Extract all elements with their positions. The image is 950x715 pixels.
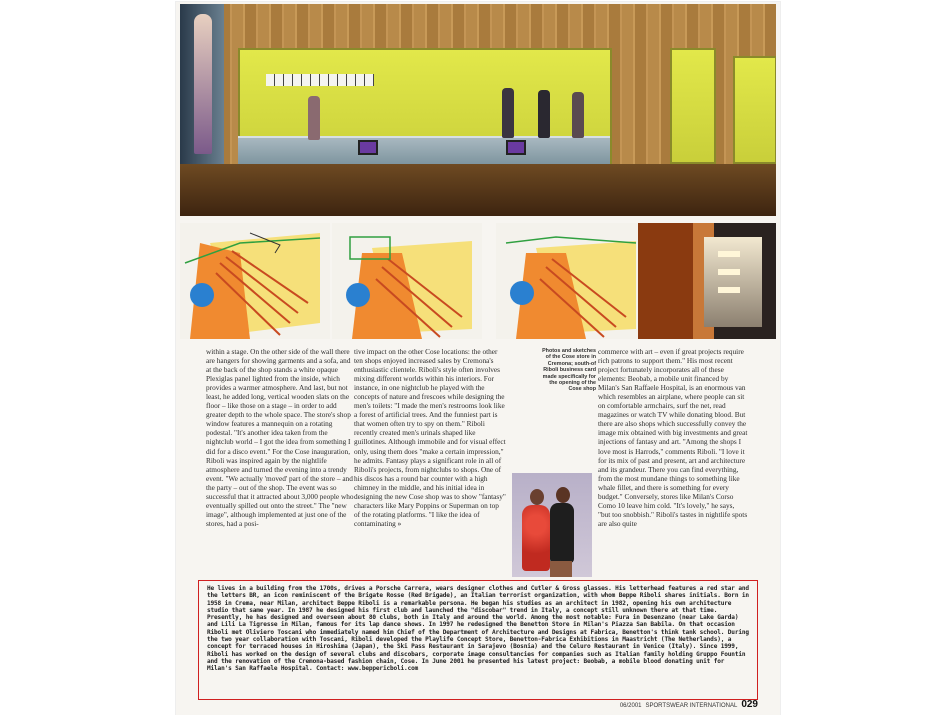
article-column-2 [354,347,506,528]
page-footer [620,699,758,710]
magazine-name: SPORTSWEAR INTERNATIONAL [645,703,738,709]
tv-monitor [506,140,526,155]
sketch-drawing [332,223,482,339]
storefront-photo [180,4,776,216]
sketch-2 [332,223,482,339]
photo-caption: Photos and sketches of the Cose store in Cremona; south-of Riboli business card made specifically for the opening of the Cose shop [542,348,596,393]
page-number: 029 [741,699,758,710]
garment [572,92,584,138]
sketch-drawing [496,223,646,339]
article-column-1: within a stage. On the other side of the wall there are hangers for showing garments and a sofa, and at the back of the shop stands a white opaque Plexiglas panel lighted from the inside, which provides a warmer atmosphere. And last, but not least, he added long, vertical wooden slats on the floor – like those on a stage – in order to add greater depth to the whole space. The store's shop window features a mannequin on a rotating podestal. "It's another idea taken from the nightclub world – I got the idea from something I did for a disco event." For the Cose inauguration, Riboli was inspired again by the nightlife atmosphere and turned the evening into a trendy event. "We actually 'moved' part of the store – and the party – out of the shop. The event was so successful that it attracted about 3,000 people who eventually spilled out onto the street." The "new image", although implemented at just one of the stores, had a posi- [206,347,354,528]
bio-box: He lives in a building from the 1700s, drives a Porsche Carrera, wears designer clothes and Cutler & Gross glasses. His letterhead features a red star and the letters BR, an icon reminiscent of the Brigate Rosse (Red Brigade), an Italian terrorist organization, with whom Beppe Riboli shares initials. Born in 1958 in Crema, near Milan, architect Beppe Riboli is a remarkable persona. He began his studies as an architect in 1982, opening his own architecture studio that same year. In 1987 he designed his first club and launched the "discobar" trend in Italy, a concept still unknown there at that time. Presently, he has designed and overseen about 80 clubs, both in Italy and around the world. Among the most notable: Fura in Desenzano (near Lake Garda) and Lili La Tigresse in Milan, famous for its lap dance shows. In 1997 he redesigned the Benetton Store in Milan's Piazza San Babila. On that occasion Riboli met Oliviero Toscani who immediately named him Chief of the Department of Architecture and Designs at Fabrica, Benetton's think tank school. During the two year collaboration with Toscani, Riboli developed the Playlife Concept Store, Benetton-Fabrica Exhibitions in Maastricht (The Netherlands), a concept for terraced houses in Hiroshima (Japan), the Ski Pass Restaurant in Sarajevo (Bosnia) and the Celuro Restaurant in Venice (Italy). Since 1999, Riboli has worked on the design of several clubs and discobars, corporate image consultancies for companies such as Italian family holding Gruppo Fountin and the renovation of the Cremona-based fashion chain, Cose. In June 2001 he presented his latest project: Beobab, a mobile blood donating unit for Milan's San Raffaele Hospital. Contact: www.beppericboli.com [198,580,758,700]
garment [538,90,550,138]
photo-strip [266,74,374,86]
ceiling-lights [718,251,740,257]
sketch-drawing [180,223,330,339]
person-head [556,487,570,503]
tv-monitor [358,140,378,155]
interior-photo [638,223,776,339]
person-head [530,489,544,505]
continue-arrow-icon: » [397,518,402,528]
issue-date: 06/2001 [619,703,642,709]
shop-window-side [733,56,776,164]
sketch-3 [496,223,646,339]
person-red-dress [522,505,550,571]
mannequin [194,14,212,154]
garment [308,96,320,140]
floor [180,164,776,216]
article-column-2-text: tive impact on the other Cose locations: the other ten shops enjoyed increased sales by Cremona's enthusiastic clientele. Riboli's style often involves mixing different worlds within his interiors. For instance, in one nightclub he played with the concepts of nature and frescoes while designing the men's toilets: "I made the men's restrooms look like a forest of artificial trees. And the funniest part is that women often try to spy on them." Riboli recently created men's urinals shaped like guillotines. Although immobile and for visual effect only, using them does "make a certain impression," he admits. Fantasy plays a significant role in all of Riboli's projects, from nightclubs to shops. One of his discos has a round bar counter with a high chimney in the middle, and his initial idea in designing the new Cose shop was to show "fantasy" characters like Mary Poppins or Superman on top of the rotating platforms. "I like the idea of contaminating [354,347,506,528]
sketch-1 [180,223,330,339]
portrait-photo [512,473,592,577]
garment [502,88,514,138]
person-legs [550,561,572,577]
magazine-page [176,2,780,715]
article-column-3: commerce with art – even if great projects require rich patrons to support them." His most recent project fortunately incorporates all of these elements: Beobab, a mobile unit financed by Milan's San Raffaele Hospital, is an enormous van which resembles an airplane, where people can sit on comfortable armchairs, surf the net, read magazines or watch TV while donating blood. But there are also shops which successfully convey the image mix obtained with big investments and great injections of fantasy and art. "Among the shops I love most is Harrods," comments Riboli. "I love it for its mix of past and present, art and architecture and its grandeur. There you can find everything, from the most mundane things to something like whale fillet, and there is something for every budget." Conversely, stores like Milan's Corso Como 10 leave him cold. "It's lovely," he says, "but too snobbish." Riboli's tastes in nightlife spots are also quite [598,347,748,528]
person-black-outfit [550,503,574,563]
shop-window-side [670,48,716,164]
